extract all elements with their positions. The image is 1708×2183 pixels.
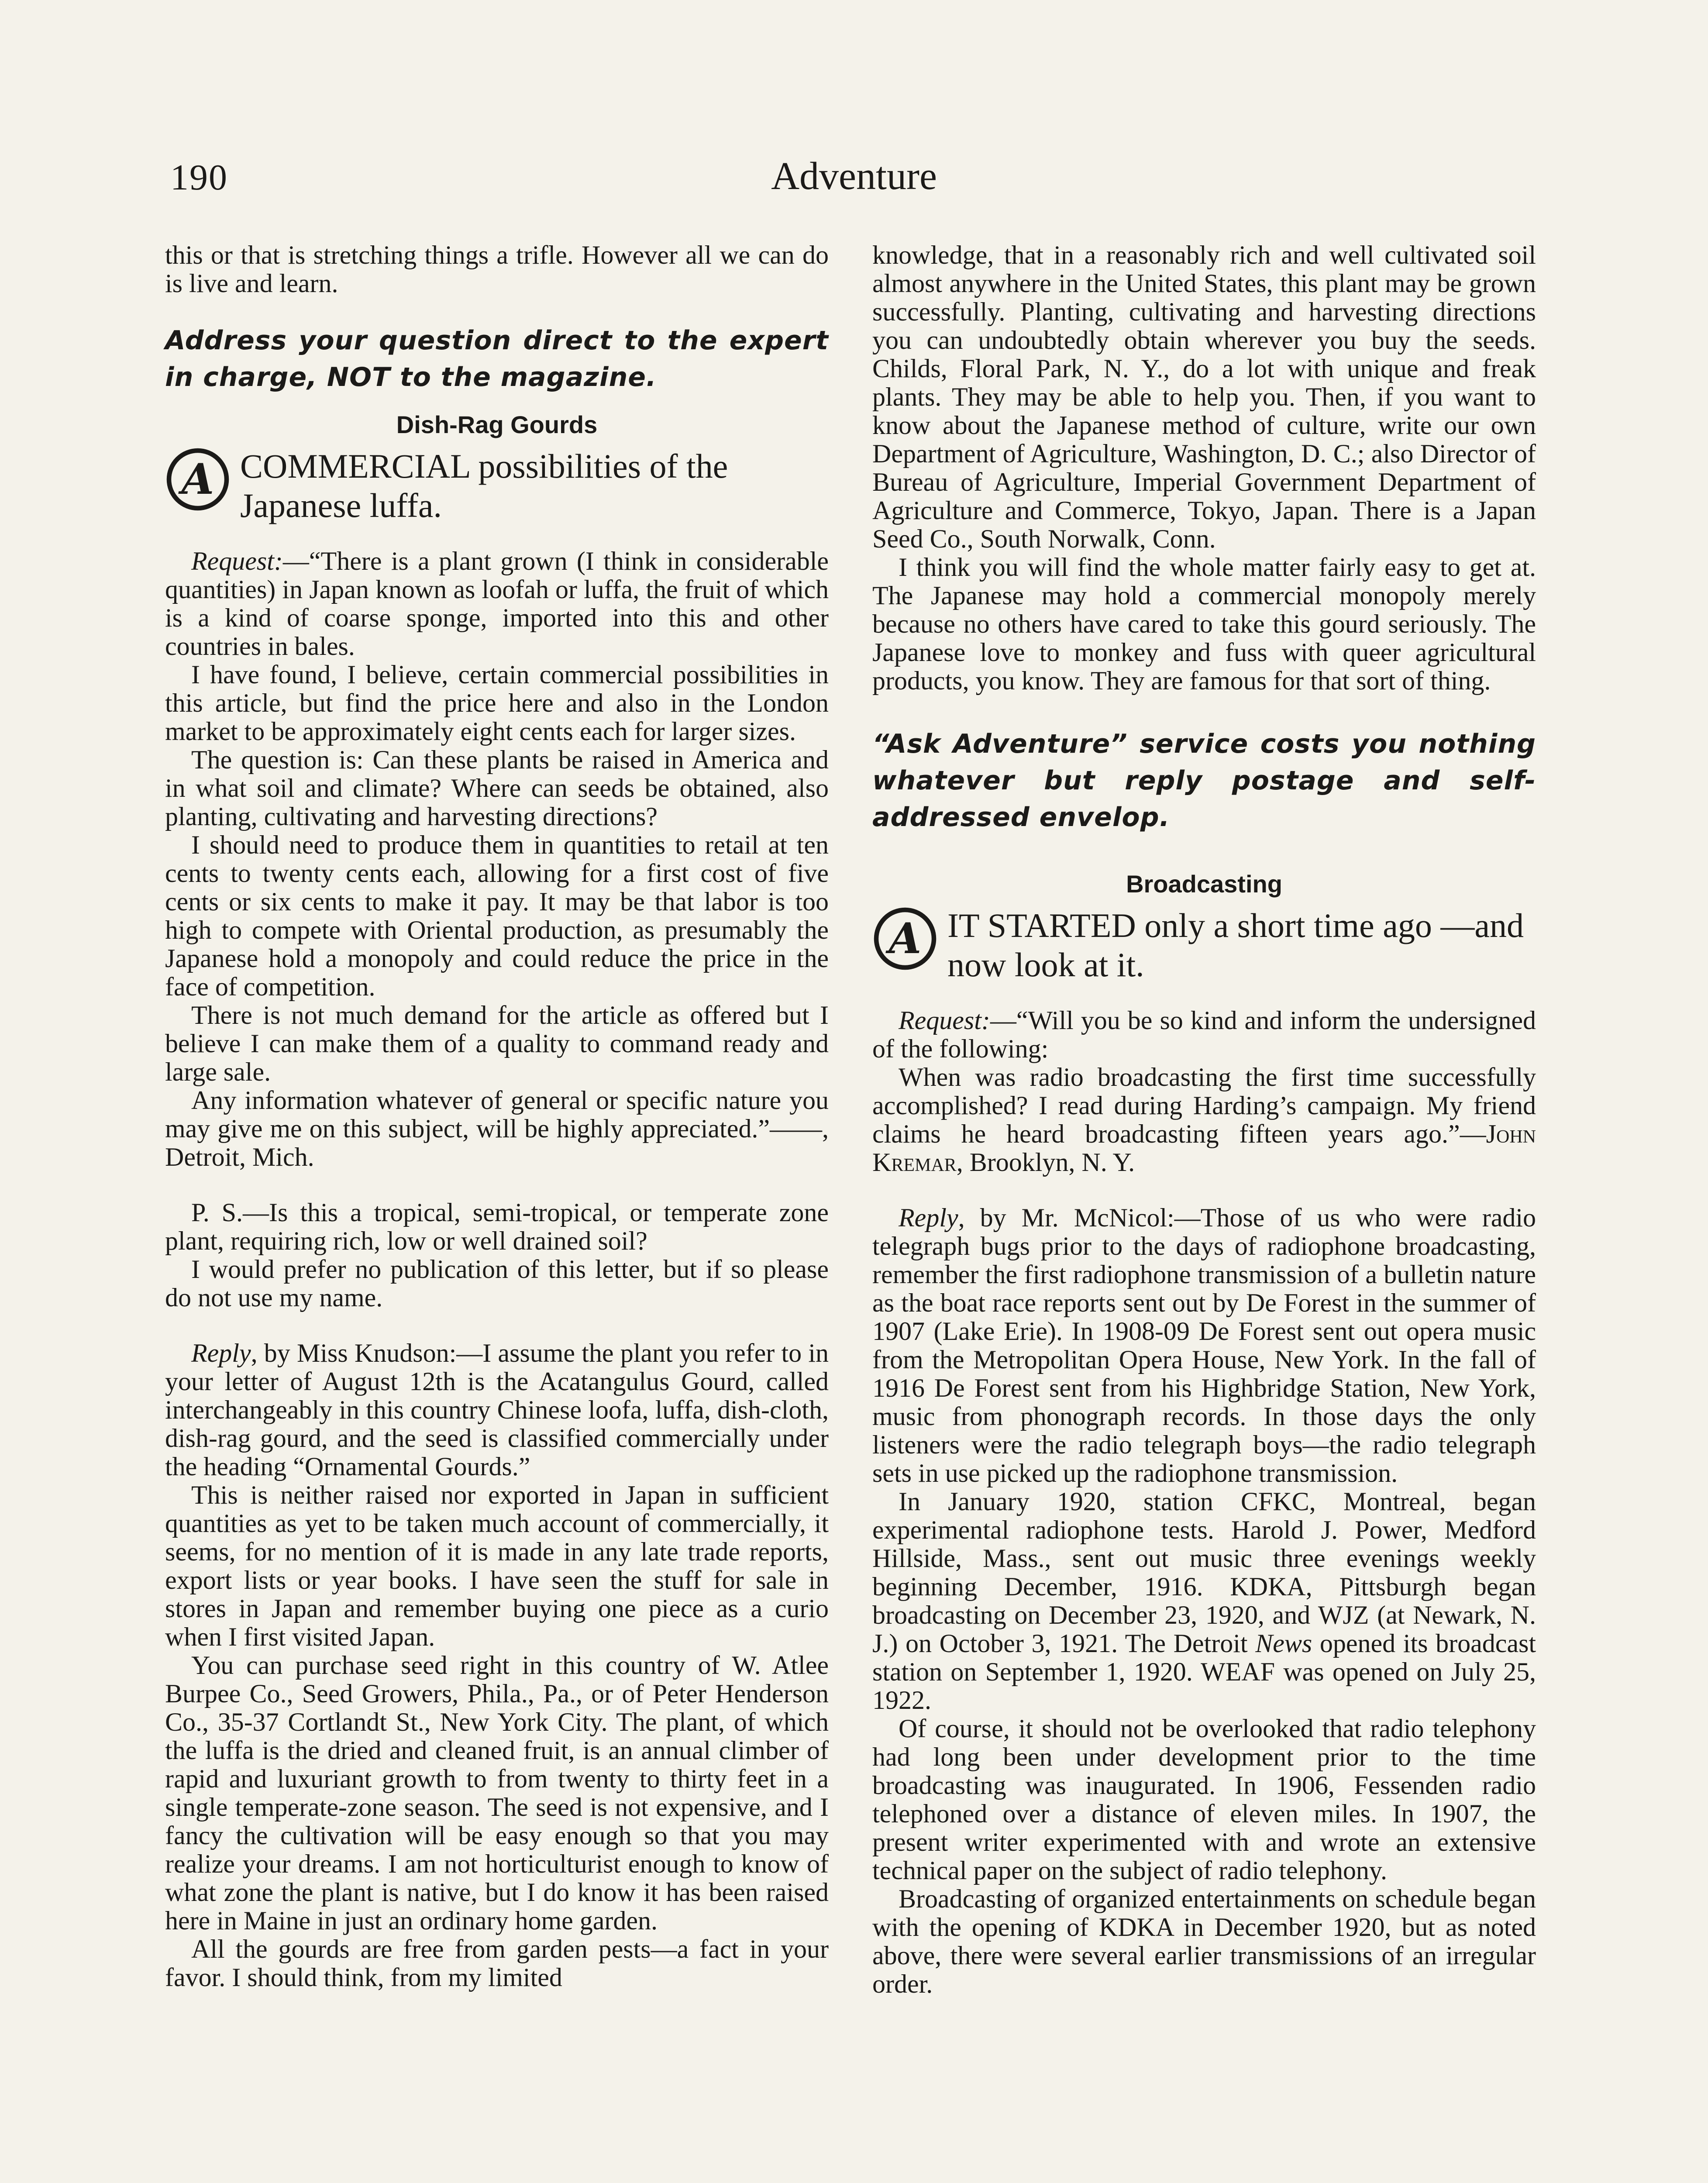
section-title-dish-rag-gourds: Dish-Rag Gourds [396, 411, 598, 438]
section-lead-broadcasting [872, 906, 1536, 985]
request-label: Request: [191, 547, 283, 575]
opening-paragraph: this or that is stretching things a trifle. However all we can do is live and learn. [165, 241, 829, 298]
section-title-broadcasting: Broadcasting [1126, 870, 1282, 898]
request-paragraph-6: Any information whatever of general or specific nature you may give me on this subject, will be highly appreciated.”——, Detroit, Mich. [165, 1086, 829, 1171]
request-paragraph-broadcasting-2: When was radio broadcasting the first time successfully accomplished? I read during Harding’s campaign. My friend claims he heard broadcasting fifteen years ago.”—John Kremar, Brooklyn, N. Y. [872, 1063, 1536, 1177]
reply-paragraph-broadcasting-2: In January 1920, station CFKC, Montreal, began experimental radiophone tests. Harold J. Power, Medford Hillside, Mass., sent out music three evenings weekly beginning December, 1916. KDKA, Pittsburgh began broadcasting on December 23, 1920, and WJZ (at Newark, N. J.) on October 3, 1921. The Detroit News opened its broadcast station on September 1, 1920. WEAF was opened on July 25, 1922. [872, 1487, 1536, 1715]
request-paragraph [165, 547, 829, 661]
service-notice: “Ask Adventure” service costs you nothing whatever but reply postage and self-addressed envelop. [872, 729, 1536, 833]
continued-paragraph: knowledge, that in a reasonably rich and well cultivated soil almost anywhere in the United States, this plant may be grown successfully. Planting, cultivating and harvesting directions you can undoubtedly obtain wherever you buy the seeds. Childs, Floral Park, N. Y., do a lot with unique and freak plants. They may be able to help you. Then, if you want to know about the Japanese method of culture, write our own Department of Agriculture, Washington, D. C.; also Director of Bureau of Agriculture, Imperial Government Department of Agriculture and Commerce, Tokyo, Japan. There is a Japan Seed Co., South Norwalk, Conn. [872, 241, 1536, 553]
reply-paragraph [165, 1339, 829, 1481]
request-paragraph-broadcasting [872, 1006, 1536, 1063]
right-column [872, 241, 1536, 1998]
request-paragraph-2: I have found, I believe, certain commercial possibilities in this article, but find the price here and also in the London market to be approximately eight cents each for larger sizes. [165, 660, 829, 746]
ask-adventure-logo-icon [165, 447, 231, 512]
news-title: News [1255, 1629, 1312, 1658]
page-number: 190 [170, 157, 228, 198]
running-title: Adventure [771, 155, 937, 198]
ask-adventure-logo-icon [872, 906, 938, 971]
reply-paragraph-2: This is neither raised nor exported in Japan in sufficient quantities as yet to be taken much account of commercially, it seems, for no mention of it is made in any late trade reports, export lists or year books. I have seen the stuff for sale in stores in Japan and remember buying one piece as a curio when I first visited Japan. [165, 1481, 829, 1651]
request-paragraph-4: I should need to produce them in quantities to retail at ten cents to twenty cents each, allowing for a first cost of five cents or six cents to make it pay. It may be that labor is too high to compete with Oriental production, as presumably the Japanese hold a monopoly and could reduce the price in the face of competition. [165, 830, 829, 1001]
left-column [165, 241, 829, 1992]
request-text: —“There is a plant grown (I think in considerable quantities) in Japan known as loofah or luffa, the fruit of which is a kind of coarse sponge, imported into this and other countries in bales. [165, 547, 829, 661]
reply-paragraph-3: You can purchase seed right in this country of W. Atlee Burpee Co., Seed Growers, Phila., Pa., or of Peter Henderson Co., 35-37 Cortlandt St., New York City. The plant, of which the luffa is the dried and cleaned fruit, is an annual climber of rapid and luxuriant growth to from twenty to thirty feet in a single temperate-zone season. The seed is not expensive, and I fancy the cultivation will be easy enough so that you may realize your dreams. I am not horticulturist enough to know of what zone the plant is native, but I do know it has been raised here in Maine in just an ordinary home garden. [165, 1651, 829, 1935]
reply-paragraph-4: All the gourds are free from garden pests—a fact in your favor. I should think, from my limited [165, 1935, 829, 1992]
reply-label: Reply [899, 1203, 958, 1232]
request-label: Request: [899, 1006, 990, 1035]
reply-paragraph-broadcasting [872, 1204, 1536, 1487]
continued-paragraph-2: I think you will find the whole matter fairly easy to get at. The Japanese may hold a commercial monopoly merely because no others have cared to take this gourd seriously. The Japanese love to monkey and fuss with queer agricultural products, you know. They are famous for that sort of thing. [872, 553, 1536, 695]
section-lead [165, 447, 829, 525]
postscript-paragraph: P. S.—Is this a tropical, semi-tropical, or temperate zone plant, requiring rich, low or well drained soil? [165, 1198, 829, 1255]
request-text: —“Will you be so kind and inform the undersigned of the following: [872, 1006, 1536, 1063]
address-notice: Address your question direct to the expert in charge, NOT to the magazine. [165, 325, 829, 393]
request-paragraph-3: The question is: Can these plants be raised in America and in what soil and climate? Where can seeds be obtained, also planting, cultivating and harvesting directions? [165, 745, 829, 831]
reply-text: , by Mr. McNicol:—Those of us who were radio telegraph bugs prior to the days of radiophone broadcasting, remember the first radiophone transmission of a bulletin nature as the boat race reports sent out by De Forest in the summer of 1907 (Lake Erie). In 1908-09 De Forest sent out opera music from the Metropolitan Opera House, New York. In the fall of 1916 De Forest sent from his Highbridge Station, New York, music from phonograph records. In those days the only listeners were the radio telegraph boys—the radio telegraph sets in use picked up the radiophone transmission. [872, 1203, 1536, 1487]
request-signer: John Kremar [872, 1119, 1536, 1177]
lead-text-broadcasting: IT STARTED only a short time ago —and now look at it. [947, 906, 1524, 984]
reply-paragraph-broadcasting-3: Of course, it should not be overlooked that radio telephony had long been under development prior to the time broadcasting was inaugurated. In 1906, Fessenden radio telephoned over a distance of eleven miles. In 1907, the present writer experimented with and wrote an extensive technical paper on the subject of radio telephony. [872, 1714, 1536, 1885]
reply-text: , by Miss Knudson:—I assume the plant you refer to in your letter of August 12th is the Acatangulus Gourd, called interchangeably in this country Chinese loofa, luffa, dish-cloth, dish-rag gourd, and the seed is classified commercially under the heading “Ornamental Gourds.” [165, 1339, 829, 1481]
postscript-paragraph-2: I would prefer no publication of this letter, but if so please do not use my name. [165, 1255, 829, 1312]
reply-label: Reply [191, 1339, 251, 1367]
svg-text:A: A [181, 455, 214, 504]
request-paragraph-5: There is not much demand for the article as offered but I believe I can make them of a quality to command ready and large sale. [165, 1001, 829, 1086]
svg-text:A: A [888, 914, 922, 963]
reply-paragraph-broadcasting-4: Broadcasting of organized entertainments on schedule began with the opening of KDKA in December 1920, but as noted above, there were several earlier transmissions of an irregular order. [872, 1884, 1536, 1998]
lead-text: COMMERCIAL possibilities of the Japanese luffa. [240, 447, 728, 524]
